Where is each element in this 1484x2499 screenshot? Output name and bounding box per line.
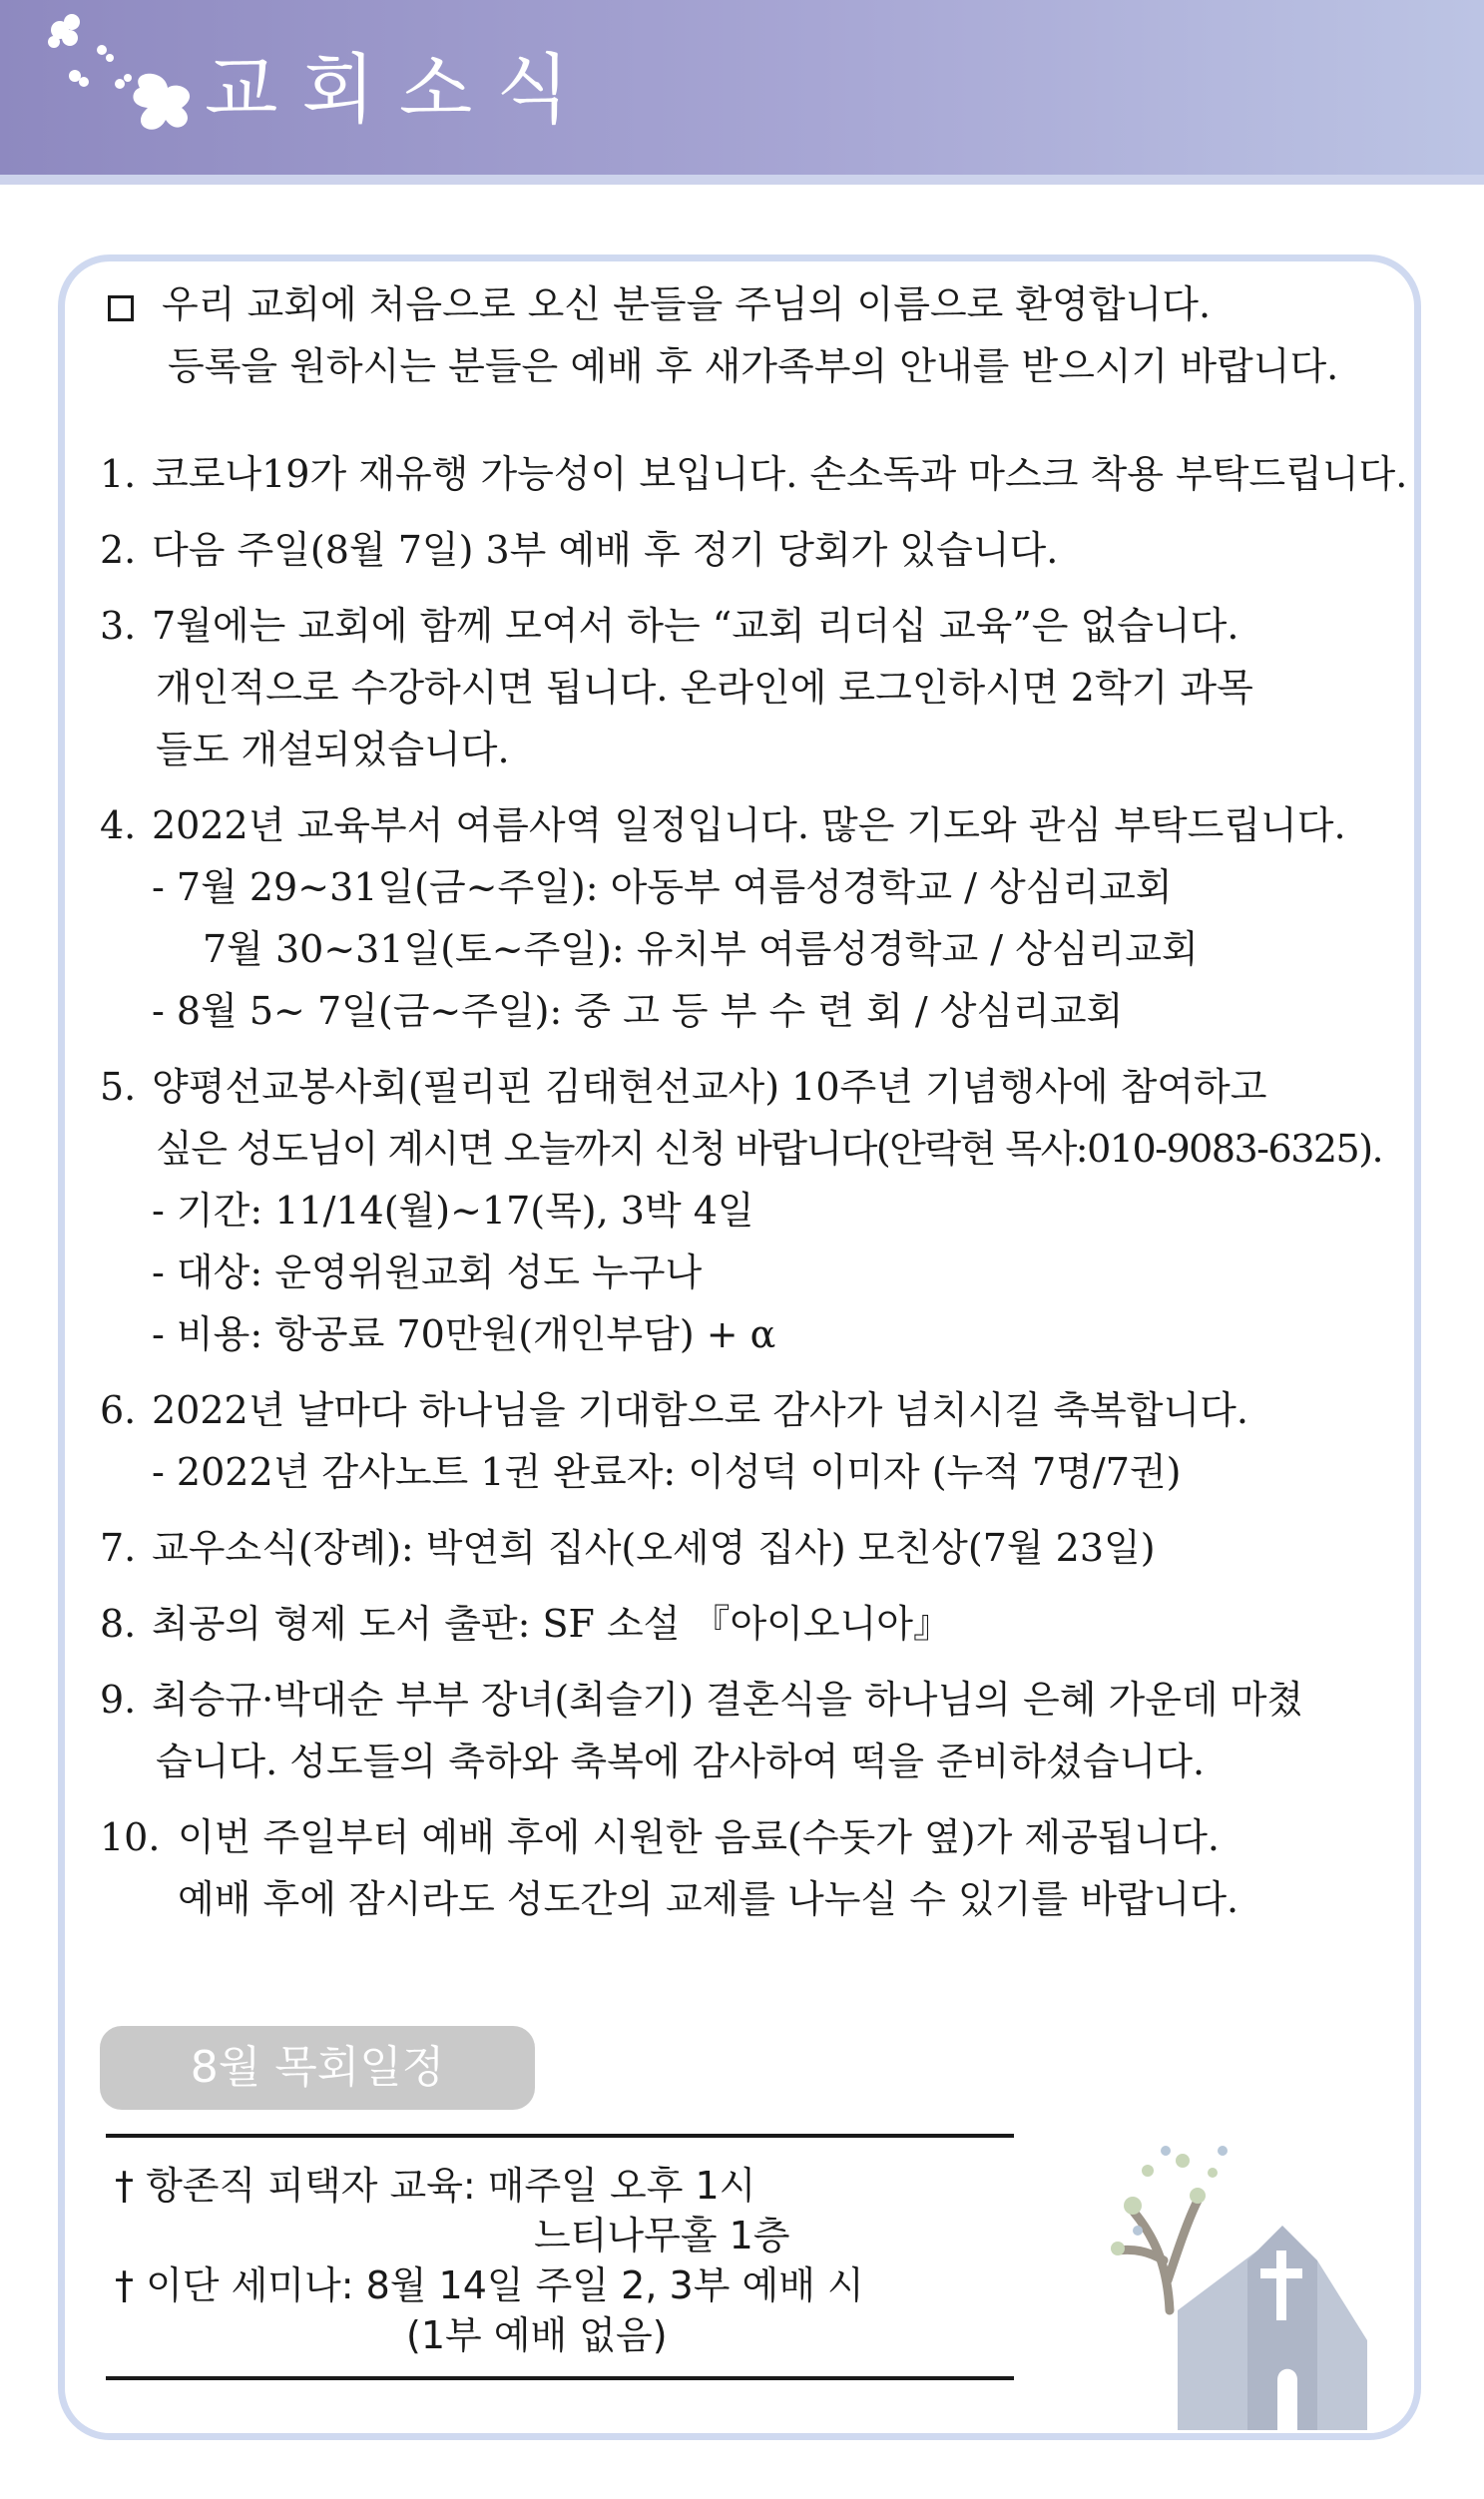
item-number: 6. xyxy=(100,1388,137,1432)
church-tree-illustration xyxy=(1078,2111,1387,2430)
schedule-item-1 xyxy=(115,2161,1013,2260)
intro-line-1 xyxy=(100,273,1387,335)
news-item-3 xyxy=(100,595,1387,657)
item-text: 다음 주일(8월 7일) 3부 예배 후 정기 당회가 있습니다. xyxy=(152,528,1059,572)
item-text: 코로나19가 재유행 가능성이 보입니다. 손소독과 마스크 착용 부탁드립니다. xyxy=(152,452,1408,496)
sub-item: 7월 30~31일(토~주일): 유치부 여름성경학교 / 상심리교회 xyxy=(203,927,1199,971)
schedule-bottom-rule xyxy=(106,2376,1014,2380)
news-item-8 xyxy=(100,1593,1387,1655)
schedule-top-rule xyxy=(106,2134,1014,2138)
item-text: 교우소식(장례): 박연희 집사(오세영 집사) 모친상(7월 23일) xyxy=(152,1526,1156,1570)
item-number: 9. xyxy=(100,1678,137,1722)
item-text: 들도 개설되었습니다. xyxy=(156,728,510,771)
sub-item: - 기간: 11/14(월)~17(목), 3박 4일 xyxy=(152,1189,754,1233)
news-item-7 xyxy=(100,1517,1387,1579)
sub-item: - 7월 29~31일(금~주일): 아동부 여름성경학교 / 상심리교회 xyxy=(152,865,1173,909)
item-text: 최승규·박대순 부부 장녀(최슬기) 결혼식을 하나님의 은혜 가운데 마쳤 xyxy=(152,1678,1304,1722)
item-text: 습니다. 성도들의 축하와 축복에 감사하여 떡을 준비하셨습니다. xyxy=(156,1740,1206,1783)
intro-text-1: 우리 교회에 처음으로 오신 분들을 주님의 이름으로 환영합니다. xyxy=(162,282,1212,326)
item-number: 1. xyxy=(100,452,137,496)
news-item-4 xyxy=(100,794,1387,856)
news-item-6 xyxy=(100,1379,1387,1441)
schedule-item-2 xyxy=(115,2260,1013,2360)
sub-item: - 8월 5~ 7일(금~주일): 중 고 등 부 수 련 회 / 상심리교회 xyxy=(152,989,1124,1033)
news-list xyxy=(100,443,1408,1930)
item-number: 2. xyxy=(100,528,137,572)
schedule-item-line: † 이단 세미나: 8월 14일 주일 2, 3부 예배 시 xyxy=(115,2263,864,2307)
item-text: 예배 후에 잠시라도 성도간의 교제를 나누실 수 있기를 바랍니다. xyxy=(178,1877,1239,1921)
item-text: 양평선교봉사회(필리핀 김태현선교사) 10주년 기념행사에 참여하고 xyxy=(152,1065,1267,1109)
news-item-1 xyxy=(100,443,1408,505)
item-number: 4. xyxy=(100,803,137,847)
schedule-item-line: (1부 예배 없음) xyxy=(406,2313,668,2357)
schedule-title-badge: 8월 목회일정 xyxy=(100,2026,535,2110)
item-text: 7월에는 교회에 함께 모여서 하는 “교회 리더십 교육”은 없습니다. xyxy=(152,604,1239,648)
flower-butterfly-icon xyxy=(30,8,210,158)
news-item-10 xyxy=(100,1806,1387,1868)
item-number: 5. xyxy=(100,1065,137,1109)
page-title: 교회소식 xyxy=(205,45,594,134)
item-text: 2022년 교육부서 여름사역 일정입니다. 많은 기도와 관심 부탁드립니다. xyxy=(152,803,1346,847)
news-item-2 xyxy=(100,519,1387,581)
news-item-5 xyxy=(100,1056,1387,1118)
news-item-9 xyxy=(100,1669,1387,1731)
item-number: 8. xyxy=(100,1602,137,1646)
item-number: 7. xyxy=(100,1526,137,1570)
item-text: 개인적으로 수강하시면 됩니다. 온라인에 로그인하시면 2학기 과목 xyxy=(156,666,1253,710)
item-number: 10. xyxy=(100,1815,161,1859)
sub-item: - 대상: 운영위원교회 성도 누구나 xyxy=(152,1250,703,1294)
item-text: 이번 주일부터 예배 후에 시원한 음료(수돗가 옆)가 제공됩니다. xyxy=(178,1815,1220,1859)
sub-item: - 비용: 항공료 70만원(개인부담) + α xyxy=(152,1312,776,1356)
schedule-item-line: † 항존직 피택자 교육: 매주일 오후 1시 xyxy=(115,2164,756,2208)
item-text: 최공의 형제 도서 출판: SF 소설 『아이오니아』 xyxy=(152,1602,952,1646)
intro-line-2: 등록을 원하시는 분들은 예배 후 새가족부의 안내를 받으시기 바랍니다. xyxy=(168,344,1339,388)
header-divider xyxy=(0,175,1484,185)
checkbox-square-icon xyxy=(108,295,134,321)
item-text: 2022년 날마다 하나님을 기대함으로 감사가 넘치시길 축복합니다. xyxy=(152,1388,1248,1432)
sub-item: - 2022년 감사노트 1권 완료자: 이성덕 이미자 (누적 7명/7권) xyxy=(152,1450,1182,1494)
schedule-item-line: 느티나무홀 1층 xyxy=(534,2214,790,2257)
item-number: 3. xyxy=(100,604,137,648)
item-text: 싶은 성도님이 계시면 오늘까지 신청 바랍니다(안락현 목사:010-9083-6325). xyxy=(156,1127,1383,1171)
intro xyxy=(100,273,1387,397)
